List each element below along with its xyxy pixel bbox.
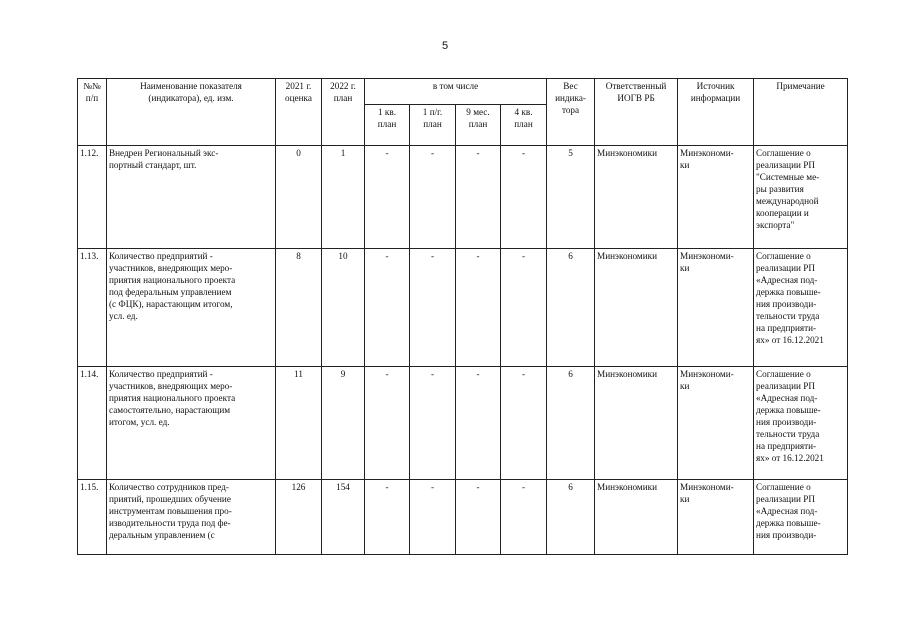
row-note: Соглашение о реализации РП «Адресная под- держка повыше- ния производи- — [754, 480, 848, 555]
row-2022: 9 — [322, 367, 365, 480]
table-row — [78, 146, 848, 249]
row-note: Соглашение о реализации РП "Системные ме- ры развития международной кооперации и экспорта" — [754, 146, 848, 249]
row-2021: 11 — [276, 367, 322, 480]
row-responsible: Минэкономики — [595, 146, 678, 249]
header-q4: 4 кв. план — [501, 105, 547, 146]
row-weight: 5 — [547, 146, 595, 249]
row-weight: 6 — [547, 480, 595, 555]
row-indicator-name: Внедрен Региональный экс- портный стандарт, шт. — [107, 146, 276, 249]
row-2021: 126 — [276, 480, 322, 555]
row-indicator-name: Количество сотрудников пред- приятий, прошедших обучение инструментам повышения про- изводительности труда под фе- деральным управлением (с — [107, 480, 276, 555]
header-indicator-name: Наименование показателя (индикатора), ед. изм. — [107, 79, 276, 146]
row-2021: 0 — [276, 146, 322, 249]
row-9m: - — [456, 367, 501, 480]
row-q1: - — [365, 480, 410, 555]
row-responsible: Минэкономики — [595, 249, 678, 367]
table-row — [78, 480, 848, 555]
row-h1: - — [410, 480, 456, 555]
row-h1: - — [410, 367, 456, 480]
row-q4: - — [501, 146, 547, 249]
row-2022: 1 — [322, 146, 365, 249]
row-num: 1.12. — [78, 146, 107, 249]
header-source: Источник информации — [678, 79, 754, 146]
row-q4: - — [501, 367, 547, 480]
row-source: Минэкономи- ки — [678, 249, 754, 367]
row-num: 1.14. — [78, 367, 107, 480]
row-weight: 6 — [547, 367, 595, 480]
row-source: Минэкономи- ки — [678, 367, 754, 480]
header-num: №№ п/п — [78, 79, 107, 146]
row-q4: - — [501, 480, 547, 555]
row-q1: - — [365, 367, 410, 480]
row-indicator-name: Количество предприятий - участников, внедряющих меро- приятия национального проекта самостоятельно, нарастающим итогом, усл. ед. — [107, 367, 276, 480]
indicators-table — [77, 78, 848, 555]
row-9m: - — [456, 480, 501, 555]
table-row — [78, 249, 848, 367]
row-2022: 10 — [322, 249, 365, 367]
row-h1: - — [410, 146, 456, 249]
table-row — [78, 367, 848, 480]
header-note: Примечание — [754, 79, 848, 146]
row-9m: - — [456, 146, 501, 249]
row-note: Соглашение о реализации РП «Адресная под- держка повыше- ния производи- тельности труда на предприяти- ях» от 16.12.2021 — [754, 249, 848, 367]
header-responsible: Ответственный ИОГВ РБ — [595, 79, 678, 146]
header-weight: Вес индика- тора — [547, 79, 595, 146]
row-q1: - — [365, 146, 410, 249]
row-responsible: Минэкономики — [595, 480, 678, 555]
header-including: в том числе — [365, 79, 547, 105]
row-source: Минэкономи- ки — [678, 480, 754, 555]
row-indicator-name: Количество предприятий - участников, внедряющих меро- приятия национального проекта под федеральным управлением (с ФЦК), нарастающим итогом, усл. ед. — [107, 249, 276, 367]
row-9m: - — [456, 249, 501, 367]
header-2021: 2021 г. оценка — [276, 79, 322, 146]
row-source: Минэкономи- ки — [678, 146, 754, 249]
row-2021: 8 — [276, 249, 322, 367]
row-q4: - — [501, 249, 547, 367]
header-h1: 1 п/г. план — [410, 105, 456, 146]
header-2022: 2022 г. план — [322, 79, 365, 146]
row-num: 1.15. — [78, 480, 107, 555]
row-note: Соглашение о реализации РП «Адресная под- держка повыше- ния производи- тельности труда на предприяти- ях» от 16.12.2021 — [754, 367, 848, 480]
row-q1: - — [365, 249, 410, 367]
page-number: 5 — [441, 40, 449, 52]
table-header-row — [78, 79, 848, 105]
header-q1: 1 кв. план — [365, 105, 410, 146]
header-9m: 9 мес. план — [456, 105, 501, 146]
row-num: 1.13. — [78, 249, 107, 367]
row-weight: 6 — [547, 249, 595, 367]
row-h1: - — [410, 249, 456, 367]
row-2022: 154 — [322, 480, 365, 555]
row-responsible: Минэкономики — [595, 367, 678, 480]
